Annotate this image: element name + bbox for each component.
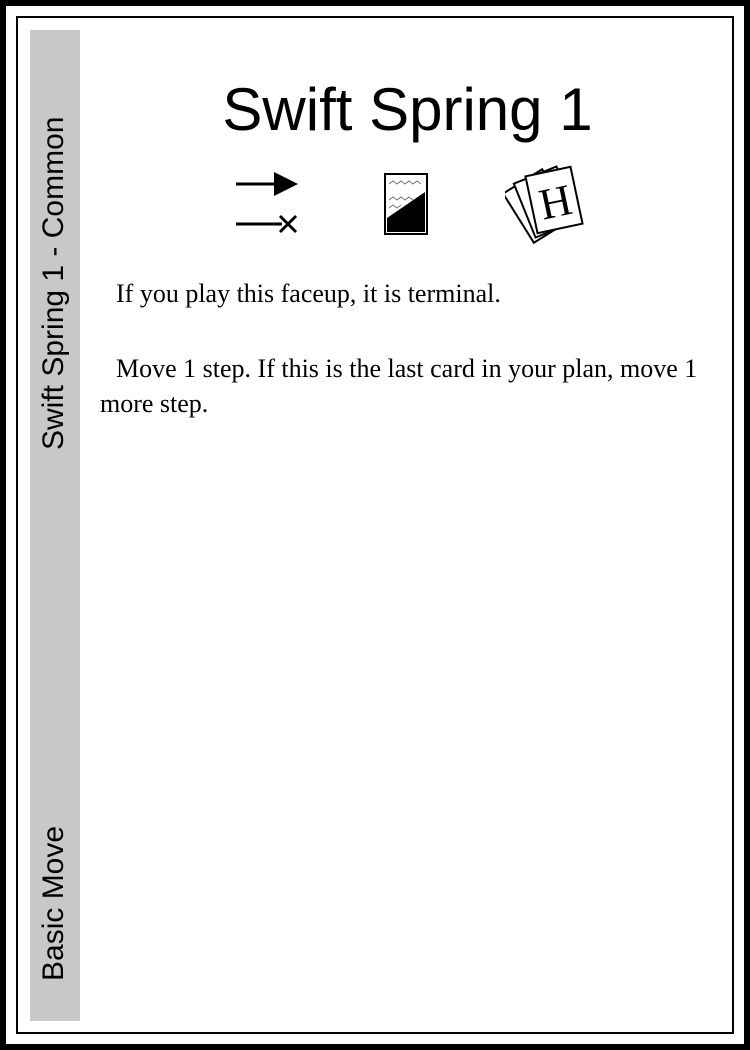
- card-title: Swift Spring 1: [222, 76, 593, 143]
- card-face: [18, 18, 732, 1032]
- sidebar-card-name-rarity: Swift Spring 1 - Common: [37, 116, 70, 450]
- card-rules-text: [100, 276, 700, 421]
- rules-paragraph-terminal: If you play this faceup, it is terminal.: [116, 279, 501, 308]
- hand-cards-icon: [505, 163, 589, 245]
- sidebar-card-type: Basic Move: [37, 825, 70, 981]
- move-arrow-icon: [230, 165, 304, 241]
- terminal-card-icon: [380, 170, 432, 238]
- hand-icon-letter: H: [534, 174, 577, 230]
- rules-paragraph-move: Move 1 step. If this is the last card in your plan, move 1 more step.: [100, 354, 698, 418]
